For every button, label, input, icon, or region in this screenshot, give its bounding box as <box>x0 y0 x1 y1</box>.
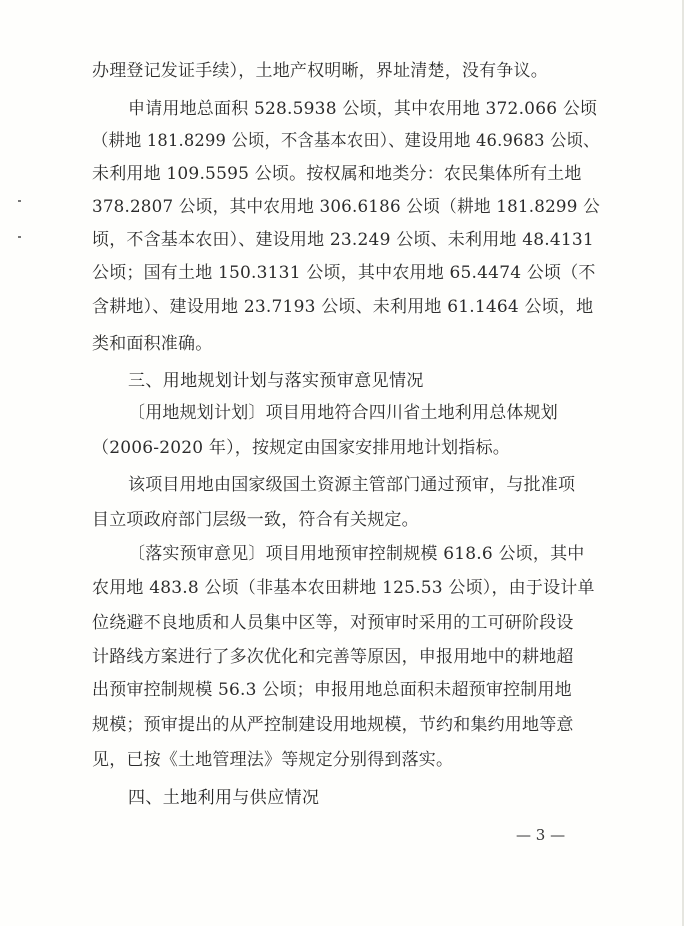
paragraph-line: （耕地 181.8299 公顷，不含基本农田）、建设用地 46.9683 公顷、 <box>92 131 600 151</box>
paragraph-line: 未利用地 109.5595 公顷。按权属和地类分：农民集体所有土地 <box>92 164 582 184</box>
paragraph-line: 办理登记发证手续），土地产权明晰，界址清楚，没有争议。 <box>92 61 548 81</box>
paragraph-line: 含耕地）、建设用地 23.7193 公顷、未利用地 61.1464 公顷，地 <box>92 297 594 317</box>
paragraph-line: 〔落实预审意见〕项目用地预审控制规模 618.6 公顷，其中 <box>128 544 585 564</box>
paragraph-line: 公顷；国有土地 150.3131 公顷，其中农用地 65.4474 公顷（不 <box>92 263 596 283</box>
scan-mark <box>18 236 21 238</box>
paragraph-line: 378.2807 公顷，其中农用地 306.6186 公顷（耕地 181.8299 公 <box>92 197 600 217</box>
paragraph-line: 位绕避不良地质和人员集中区等，对预审时采用的工可研阶段设 <box>92 613 574 633</box>
paragraph-line: 申请用地总面积 528.5938 公顷，其中农用地 372.066 公顷 <box>128 99 598 119</box>
section-heading: 四、土地利用与供应情况 <box>128 788 320 808</box>
paragraph-line: 目立项政府部门层级一致，符合有关规定。 <box>92 510 419 530</box>
paragraph-line: 见，已按《土地管理法》等规定分别得到落实。 <box>92 750 454 770</box>
paragraph-line: 规模；预审提出的从严控制建设用地规模，节约和集约用地等意 <box>92 715 574 735</box>
paragraph-line: （2006-2020 年），按规定由国家安排用地计划指标。 <box>92 438 510 458</box>
scan-mark <box>18 200 21 202</box>
section-heading: 三、用地规划计划与落实预审意见情况 <box>128 371 424 391</box>
paragraph-line: 类和面积准确。 <box>92 334 213 354</box>
paragraph-line: 计路线方案进行了多次优化和完善等原因，申报用地中的耕地超 <box>92 647 574 667</box>
paragraph-line: 〔用地规划计划〕项目用地符合四川省土地利用总体规划 <box>128 403 558 423</box>
paragraph-line: 出预审控制规模 56.3 公顷；申报用地总面积未超预审控制用地 <box>92 680 572 700</box>
paragraph-line: 该项目用地由国家级国土资源主管部门通过预审，与批准项 <box>128 475 576 495</box>
paragraph-line: 农用地 483.8 公顷（非基本农田耕地 125.53 公顷），由于设计单 <box>92 578 595 598</box>
page-number: — 3 — <box>516 826 566 844</box>
paragraph-line: 顷，不含基本农田）、建设用地 23.249 公顷、未利用地 48.4131 <box>92 230 594 250</box>
